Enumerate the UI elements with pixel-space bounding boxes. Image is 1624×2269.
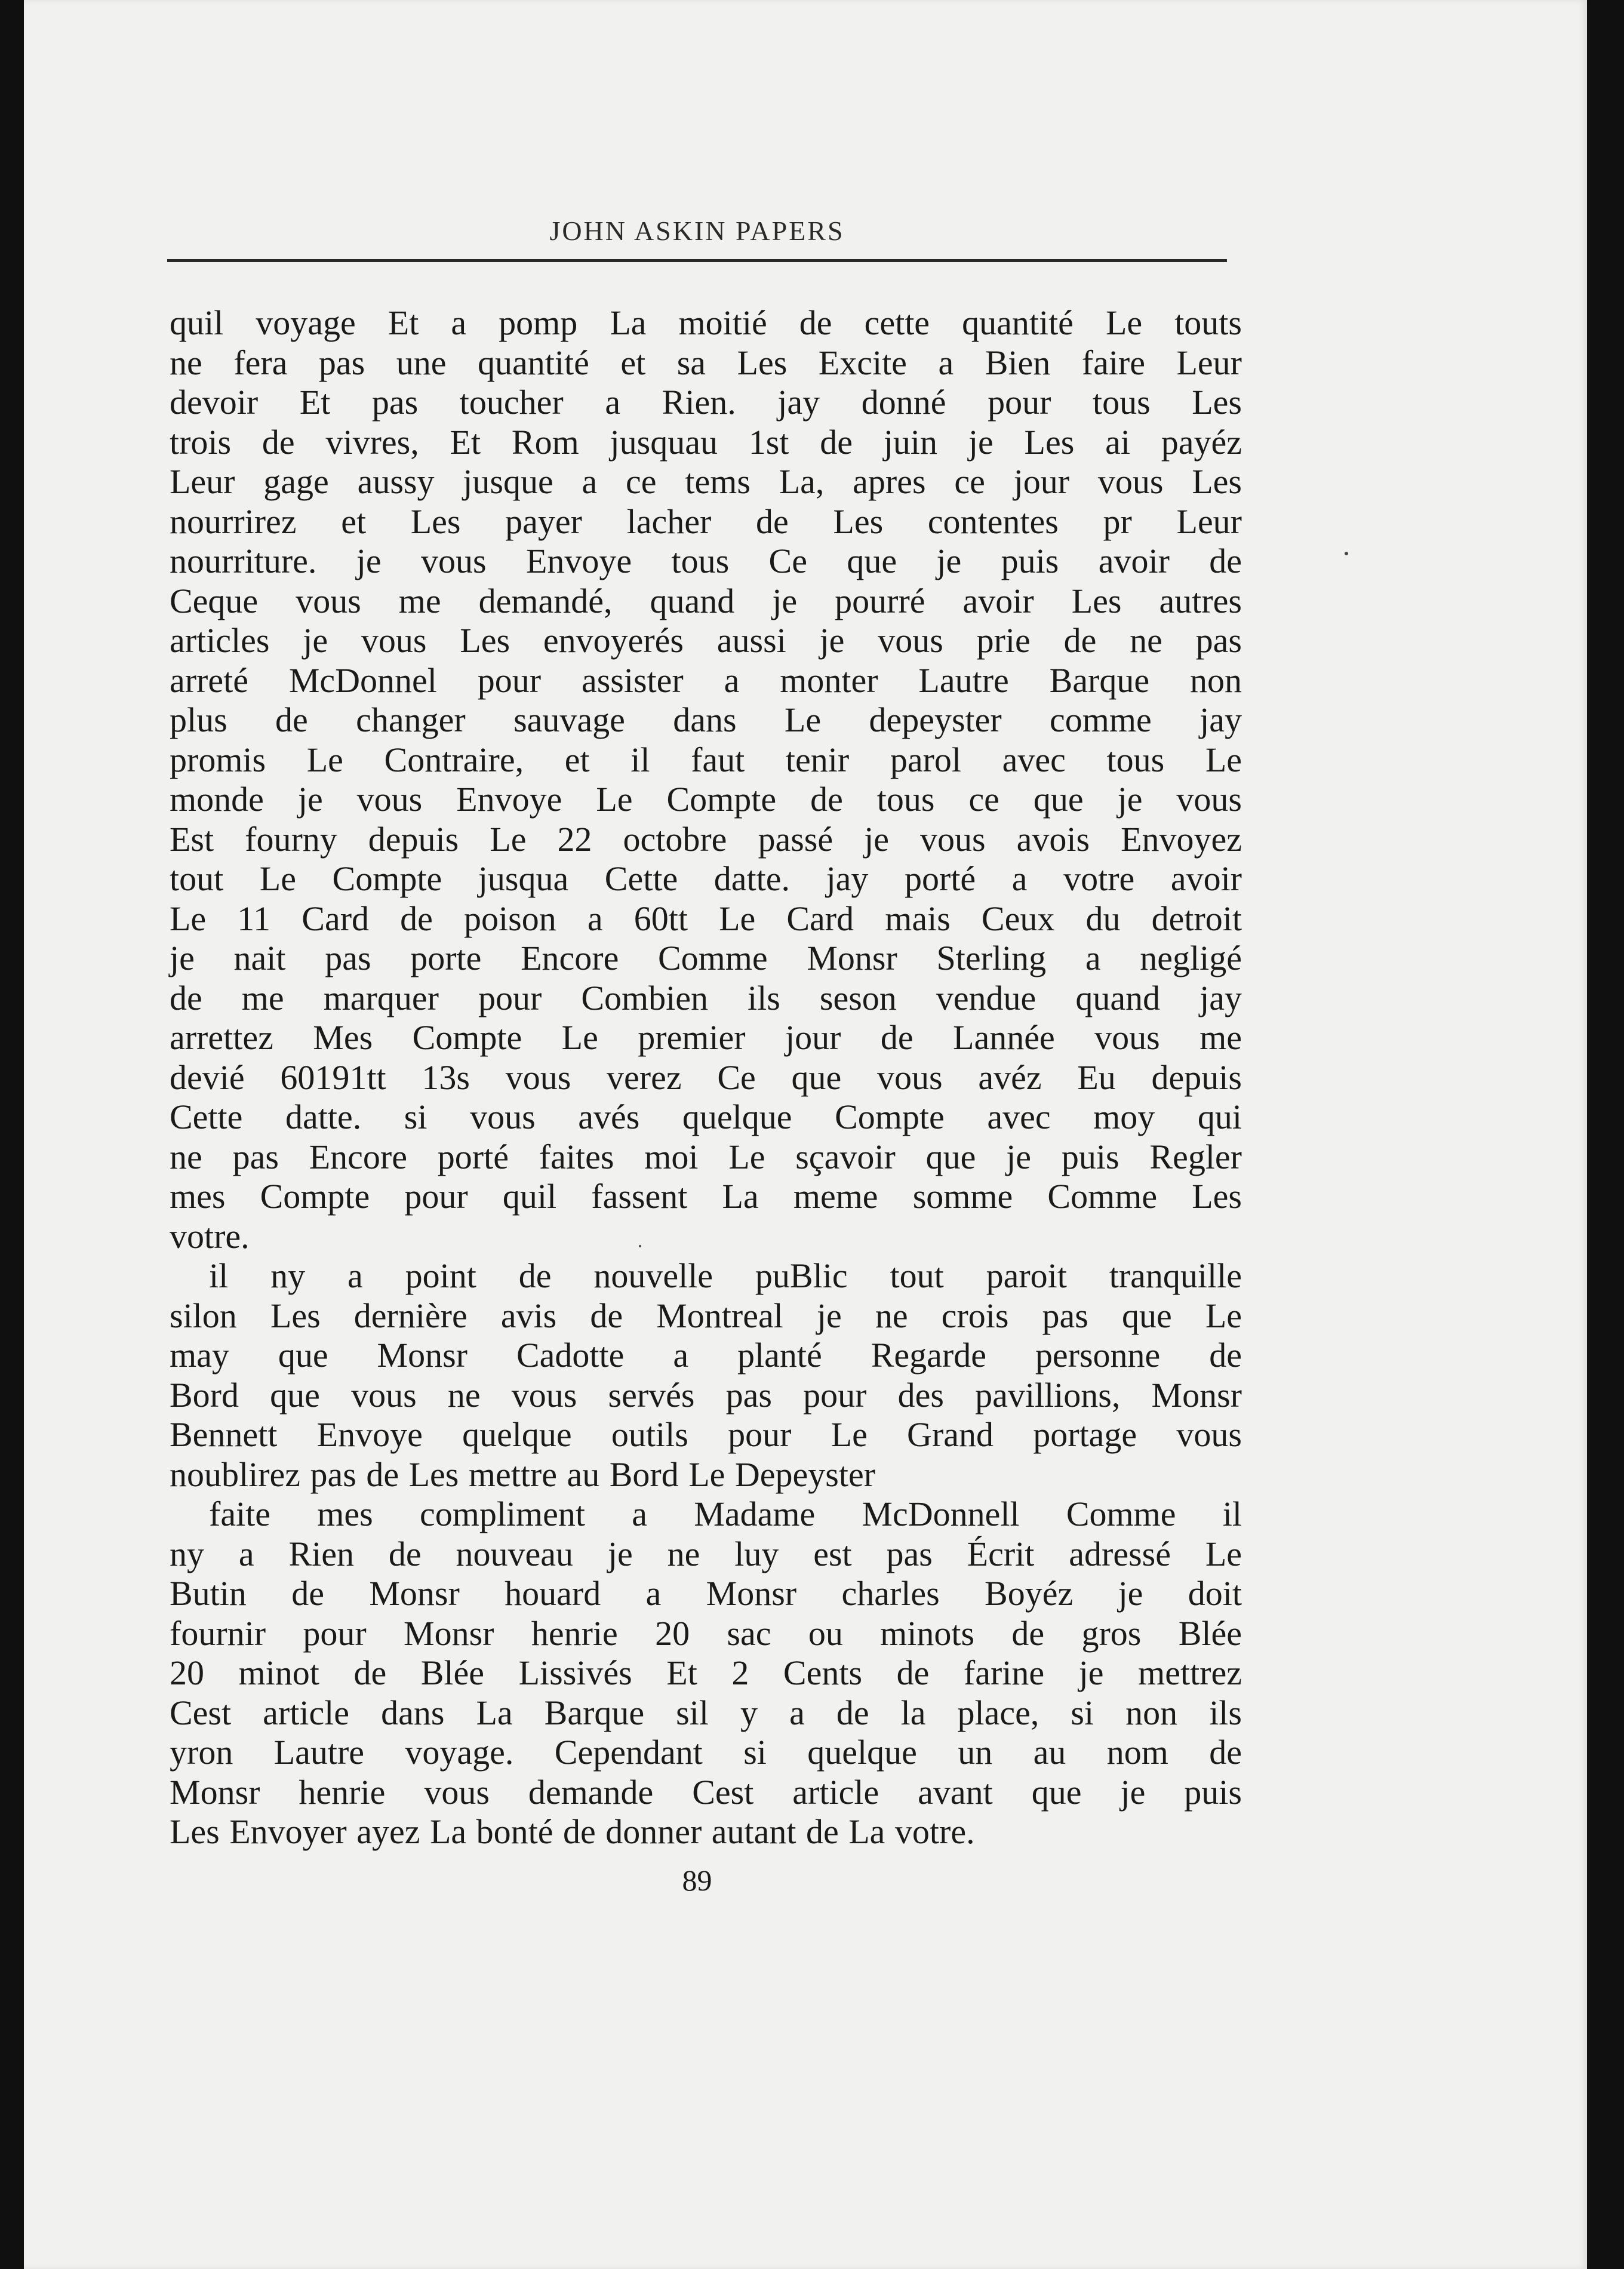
text-line: promis Le Contraire, et il faut tenir parol avec tous Le — [170, 740, 1242, 779]
text-line: yron Lautre voyage. Cependant si quelque un au nom de — [170, 1733, 1242, 1772]
text-line: arreté McDonnel pour assister a monter Lautre Barque non — [170, 660, 1242, 700]
text-line: trois de vivres, Et Rom jusquau 1st de juin je Les ai payéz — [170, 422, 1242, 462]
text-line: ne pas Encore porté faites moi Le sçavoir que je puis Regler — [170, 1137, 1242, 1176]
text-line: Bennett Envoye quelque outils pour Le Grand portage vous — [170, 1415, 1242, 1454]
text-line: nourrirez et Les payer lacher de Les contentes pr Leur — [170, 502, 1242, 541]
text-line: Monsr henrie vous demande Cest article avant que je puis — [170, 1772, 1242, 1812]
text-line: Est fourny depuis Le 22 octobre passé je vous avois Envoyez — [170, 819, 1242, 859]
text-line: Les Envoyer ayez La bonté de donner autant de La votre. — [170, 1812, 975, 1851]
text-line: ny a Rien de nouveau je ne luy est pas Écrit adressé Le — [170, 1534, 1242, 1573]
text-line: monde je vous Envoye Le Compte de tous ce que je vous — [170, 780, 1242, 819]
text-line: silon Les dernière avis de Montreal je ne crois pas que Le — [170, 1296, 1242, 1335]
page-number: 89 — [682, 1864, 712, 1897]
text-line: may que Monsr Cadotte a planté Regarde personne de — [170, 1336, 1242, 1375]
text-line: nourriture. je vous Envoye tous Ce que je puis avoir de — [170, 542, 1242, 580]
text-line: ne fera pas une quantité et sa Les Excite a Bien faire Leur — [170, 343, 1242, 382]
text-line: devié 60191tt 13s vous verez Ce que vous avéz Eu depuis — [170, 1057, 1242, 1097]
text-line: noublirez pas de Les mettre au Bord Le Depeyster — [170, 1455, 876, 1494]
text-line: Cest article dans La Barque sil y a de la place, si non ils — [170, 1693, 1242, 1732]
text-line: Bord que vous ne vous servés pas pour des pavillions, Monsr — [170, 1375, 1242, 1415]
text-line: votre. — [170, 1216, 250, 1256]
text-line: faite mes compliment a Madame McDonnell Comme il — [209, 1495, 1242, 1533]
text-line: je nait pas porte Encore Comme Monsr Sterling a negligé — [170, 939, 1242, 977]
text-line: Le 11 Card de poison a 60tt Le Card mais Ceux du detroit — [170, 899, 1242, 938]
text-line: 20 minot de Blée Lissivés Et 2 Cents de farine je mettrez — [170, 1653, 1242, 1692]
text-line: fournir pour Monsr henrie 20 sac ou minots de gros Blée — [170, 1613, 1242, 1653]
text-line: devoir Et pas toucher a Rien. jay donné pour tous Les — [170, 383, 1242, 422]
text-line: Cette datte. si vous avés quelque Compte avec moy qui — [170, 1097, 1242, 1136]
text-line: il ny a point de nouvelle puBlic tout paroit tranquille — [209, 1256, 1242, 1295]
book-page — [24, 0, 1587, 2269]
header-rule — [167, 259, 1227, 262]
paragraph — [170, 1256, 1242, 1495]
text-line: Butin de Monsr houard a Monsr charles Boyéz je doit — [170, 1574, 1242, 1613]
text-line: plus de changer sauvage dans Le depeyster comme jay — [170, 700, 1242, 739]
text-line: mes Compte pour quil fassent La meme somme Comme Les — [170, 1177, 1242, 1216]
text-line: articles je vous Les envoyerés aussi je vous prie de ne pas — [170, 621, 1242, 660]
text-line: arrettez Mes Compte Le premier jour de Lannée vous me — [170, 1018, 1242, 1057]
text-line: de me marquer pour Combien ils seson vendue quand jay — [170, 978, 1242, 1017]
paragraph — [170, 303, 1242, 1256]
paper-speck — [1345, 552, 1348, 555]
text-line: tout Le Compte jusqua Cette datte. jay porté a votre avoir — [170, 859, 1242, 898]
text-line: quil voyage Et a pomp La moitié de cette quantité Le touts — [170, 303, 1242, 342]
text-line: Ceque vous me demandé, quand je pourré avoir Les autres — [170, 581, 1242, 620]
paragraph — [170, 1495, 1242, 1852]
body-text — [170, 303, 1242, 1852]
running-header: JOHN ASKIN PAPERS — [549, 216, 845, 246]
text-line: Leur gage aussy jusque a ce tems La, apres ce jour vous Les — [170, 462, 1242, 501]
paper-speck — [639, 1245, 641, 1247]
